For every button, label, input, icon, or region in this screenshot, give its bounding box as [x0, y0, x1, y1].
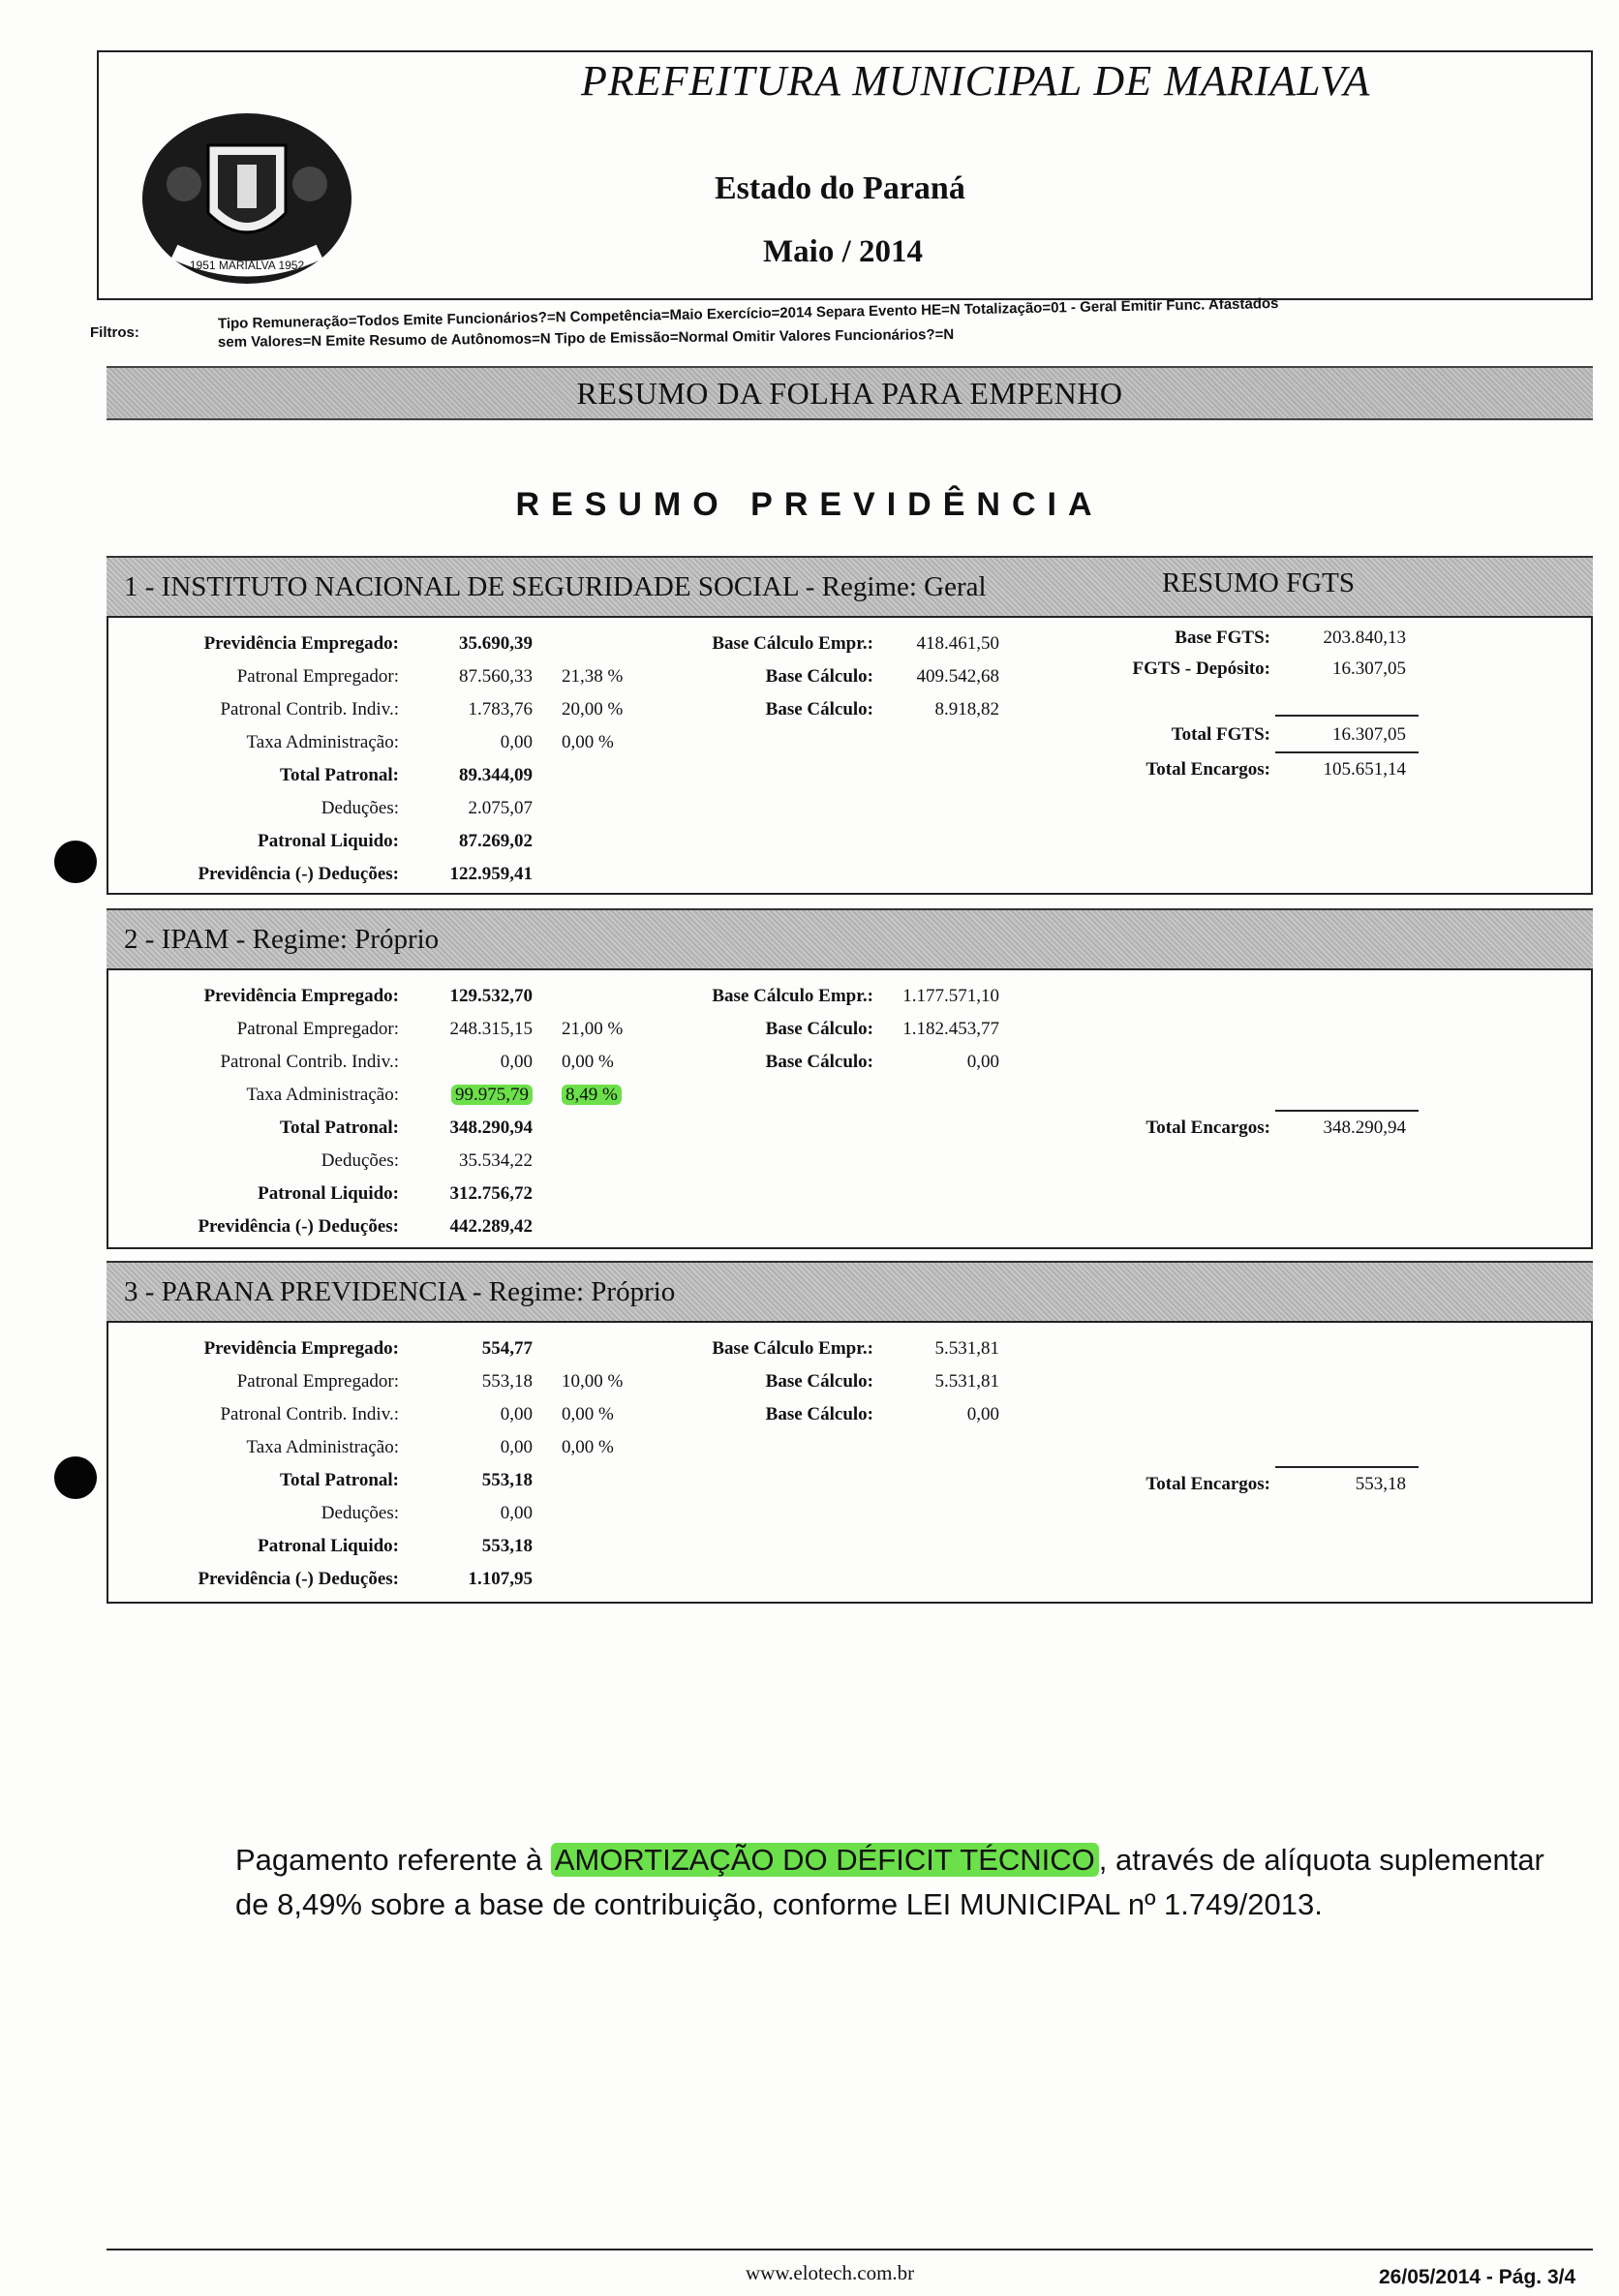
- value-total-encargos: 553,18: [1355, 1474, 1406, 1494]
- label-base-calc: Base Cálculo:: [765, 1052, 873, 1072]
- label-total-encargos: Total Encargos:: [1146, 759, 1270, 780]
- note-highlight: AMORTIZAÇÃO DO DÉFICIT TÉCNICO: [551, 1843, 1099, 1877]
- label-base-calc: Base Cálculo:: [765, 666, 873, 687]
- value-base-calc-empr: 1.177.571,10: [902, 986, 999, 1006]
- label-patronal-emp: Patronal Empregador:: [236, 1019, 399, 1039]
- value-base-calc-2: 0,00: [966, 1404, 999, 1424]
- label-base-calc-empr: Base Cálculo Empr.:: [712, 986, 873, 1006]
- block-body-parana-previdencia: [107, 1321, 1593, 1604]
- punch-hole: [54, 841, 97, 883]
- total-rule: [1275, 1110, 1419, 1112]
- block-header-ipam: [107, 908, 1593, 968]
- block-header-parana-previdencia: [107, 1261, 1593, 1321]
- value-taxa-adm: 0,00: [500, 732, 533, 752]
- block-title: 3 - PARANA PREVIDENCIA - Regime: Próprio: [124, 1276, 676, 1307]
- block-body-ipam: [107, 968, 1593, 1249]
- pct-patronal-emp: 10,00 %: [562, 1371, 624, 1392]
- period-label: Maio / 2014: [763, 234, 923, 269]
- label-prev-menos-ded: Previdência (-) Deduções:: [198, 864, 399, 884]
- crest-text: 1951 MARIALVA 1952: [189, 259, 305, 272]
- value-base-fgts: 203.840,13: [1323, 628, 1406, 648]
- fgts-title: RESUMO FGTS: [1162, 567, 1356, 598]
- label-patronal-emp: Patronal Empregador:: [236, 666, 399, 687]
- payment-note: [235, 1838, 1544, 1927]
- value-prev-emp: 35.690,39: [459, 633, 533, 654]
- pct-taxa-adm: 0,00 %: [562, 732, 614, 752]
- label-total-encargos: Total Encargos:: [1146, 1117, 1270, 1138]
- banner-text: RESUMO DA FOLHA PARA EMPENHO: [576, 376, 1123, 411]
- value-patronal-liquido: 312.756,72: [449, 1183, 533, 1204]
- label-patronal-liquido: Patronal Liquido:: [258, 1183, 399, 1204]
- label-taxa-adm: Taxa Administração:: [246, 1437, 399, 1457]
- label-prev-menos-ded: Previdência (-) Deduções:: [198, 1216, 399, 1237]
- value-patronal-liquido: 87.269,02: [459, 831, 533, 851]
- value-deducoes: 35.534,22: [459, 1150, 533, 1171]
- value-patronal-liquido: 553,18: [481, 1536, 533, 1556]
- value-base-calc-empr: 5.531,81: [934, 1338, 999, 1359]
- label-total-patronal: Total Patronal:: [280, 765, 399, 785]
- pct-taxa-adm: [562, 1085, 622, 1106]
- value-base-calc-1: 5.531,81: [934, 1371, 999, 1392]
- punch-hole: [54, 1456, 97, 1499]
- label-base-calc: Base Cálculo:: [765, 1019, 873, 1039]
- label-taxa-adm: Taxa Administração:: [246, 732, 399, 752]
- label-total-encargos: Total Encargos:: [1146, 1474, 1270, 1494]
- label-prev-emp: Previdência Empregado:: [203, 986, 399, 1006]
- value-base-calc-1: 409.542,68: [916, 666, 999, 687]
- value-prev-menos-ded: 1.107,95: [468, 1569, 533, 1589]
- label-base-calc: Base Cálculo:: [765, 699, 873, 719]
- label-base-calc: Base Cálculo:: [765, 1404, 873, 1424]
- label-patronal-liquido: Patronal Liquido:: [258, 1536, 399, 1556]
- value-total-patronal: 89.344,09: [459, 765, 533, 785]
- value-prev-menos-ded: 442.289,42: [449, 1216, 533, 1237]
- value-taxa-adm: 0,00: [500, 1437, 533, 1457]
- total-rule: [1275, 715, 1419, 717]
- label-prev-menos-ded: Previdência (-) Deduções:: [198, 1569, 399, 1589]
- note-line-2: de 8,49% sobre a base de contribuição, conforme LEI MUNICIPAL nº 1.749/2013.: [235, 1887, 1323, 1921]
- value-prev-emp: 129.532,70: [449, 986, 533, 1006]
- value-total-encargos: 105.651,14: [1323, 759, 1406, 780]
- value-patronal-emp: 553,18: [481, 1371, 533, 1392]
- highlight-taxa-adm: 99.975,79: [451, 1085, 533, 1105]
- label-total-fgts: Total FGTS:: [1171, 724, 1270, 745]
- label-total-patronal: Total Patronal:: [280, 1470, 399, 1490]
- label-fgts-deposito: FGTS - Depósito:: [1132, 658, 1270, 679]
- filters-line-2: sem Valores=N Emite Resumo de Autônomos=N Tipo de Emissão=Normal Omitir Valores Funcionários?=N: [217, 326, 955, 351]
- value-base-calc-2: 0,00: [966, 1052, 999, 1072]
- pct-taxa-adm: 0,00 %: [562, 1437, 614, 1457]
- note-text: Pagamento referente à: [235, 1843, 551, 1877]
- note-text: , através de alíquota suplementar: [1098, 1843, 1544, 1877]
- block-title: 2 - IPAM - Regime: Próprio: [124, 924, 440, 955]
- block-body-inss: [107, 616, 1593, 895]
- total-rule: [1275, 751, 1419, 753]
- value-base-calc-empr: 418.461,50: [916, 633, 999, 654]
- value-base-calc-2: 8.918,82: [934, 699, 999, 719]
- value-patronal-contrib: 1.783,76: [468, 699, 533, 719]
- value-total-fgts: 16.307,05: [1332, 724, 1406, 745]
- value-base-calc-1: 1.182.453,77: [902, 1019, 999, 1039]
- label-prev-emp: Previdência Empregado:: [203, 633, 399, 654]
- value-prev-emp: 554,77: [481, 1338, 533, 1359]
- footer-rule: [107, 2249, 1593, 2250]
- value-deducoes: 0,00: [500, 1503, 533, 1523]
- summary-banner: [107, 366, 1593, 420]
- label-base-calc: Base Cálculo:: [765, 1371, 873, 1392]
- filters-line-1: Tipo Remuneração=Todos Emite Funcionários?=N Competência=Maio Exercício=2014 Separa Evento HE=N Totalização=01 - Geral Emitir Func. Afastados: [217, 294, 1279, 332]
- state-subtitle: Estado do Paraná: [715, 170, 965, 206]
- label-deducoes: Deduções:: [321, 798, 399, 818]
- value-patronal-contrib: 0,00: [500, 1404, 533, 1424]
- label-base-fgts: Base FGTS:: [1175, 628, 1270, 648]
- pct-patronal-contrib: 0,00 %: [562, 1052, 614, 1072]
- page-title: PREFEITURA MUNICIPAL DE MARIALVA: [581, 57, 1371, 105]
- pct-patronal-contrib: 20,00 %: [562, 699, 624, 719]
- highlight-pct-taxa: 8,49 %: [562, 1085, 622, 1105]
- value-total-encargos: 348.290,94: [1323, 1117, 1406, 1138]
- value-patronal-emp: 248.315,15: [449, 1019, 533, 1039]
- section-heading: RESUMO PREVIDÊNCIA: [515, 486, 1104, 523]
- value-prev-menos-ded: 122.959,41: [449, 864, 533, 884]
- value-taxa-adm: [407, 1085, 533, 1106]
- value-fgts-deposito: 16.307,05: [1332, 658, 1406, 679]
- footer-url: www.elotech.com.br: [746, 2261, 915, 2284]
- label-patronal-contrib: Patronal Contrib. Indiv.:: [220, 1404, 399, 1424]
- total-rule: [1275, 1466, 1419, 1468]
- label-patronal-contrib: Patronal Contrib. Indiv.:: [220, 699, 399, 719]
- label-total-patronal: Total Patronal:: [280, 1117, 399, 1138]
- pct-patronal-emp: 21,00 %: [562, 1019, 624, 1039]
- value-patronal-contrib: 0,00: [500, 1052, 533, 1072]
- coat-of-arms-icon: [136, 107, 358, 291]
- label-base-calc-empr: Base Cálculo Empr.:: [712, 633, 873, 654]
- value-total-patronal: 348.290,94: [449, 1117, 533, 1138]
- filters-label: Filtros:: [90, 324, 139, 341]
- label-patronal-contrib: Patronal Contrib. Indiv.:: [220, 1052, 399, 1072]
- value-patronal-emp: 87.560,33: [459, 666, 533, 687]
- label-taxa-adm: Taxa Administração:: [246, 1085, 399, 1105]
- label-deducoes: Deduções:: [321, 1150, 399, 1171]
- label-deducoes: Deduções:: [321, 1503, 399, 1523]
- value-total-patronal: 553,18: [481, 1470, 533, 1490]
- pct-patronal-emp: 21,38 %: [562, 666, 624, 687]
- label-prev-emp: Previdência Empregado:: [203, 1338, 399, 1359]
- value-deducoes: 2.075,07: [468, 798, 533, 818]
- label-patronal-emp: Patronal Empregador:: [236, 1371, 399, 1392]
- footer-page-info: 26/05/2014 - Pág. 3/4: [1379, 2266, 1576, 2288]
- block-title: 1 - INSTITUTO NACIONAL DE SEGURIDADE SOCIAL - Regime: Geral: [124, 571, 987, 602]
- pct-patronal-contrib: 0,00 %: [562, 1404, 614, 1424]
- block-header-inss: [107, 556, 1593, 616]
- label-patronal-liquido: Patronal Liquido:: [258, 831, 399, 851]
- label-base-calc-empr: Base Cálculo Empr.:: [712, 1338, 873, 1359]
